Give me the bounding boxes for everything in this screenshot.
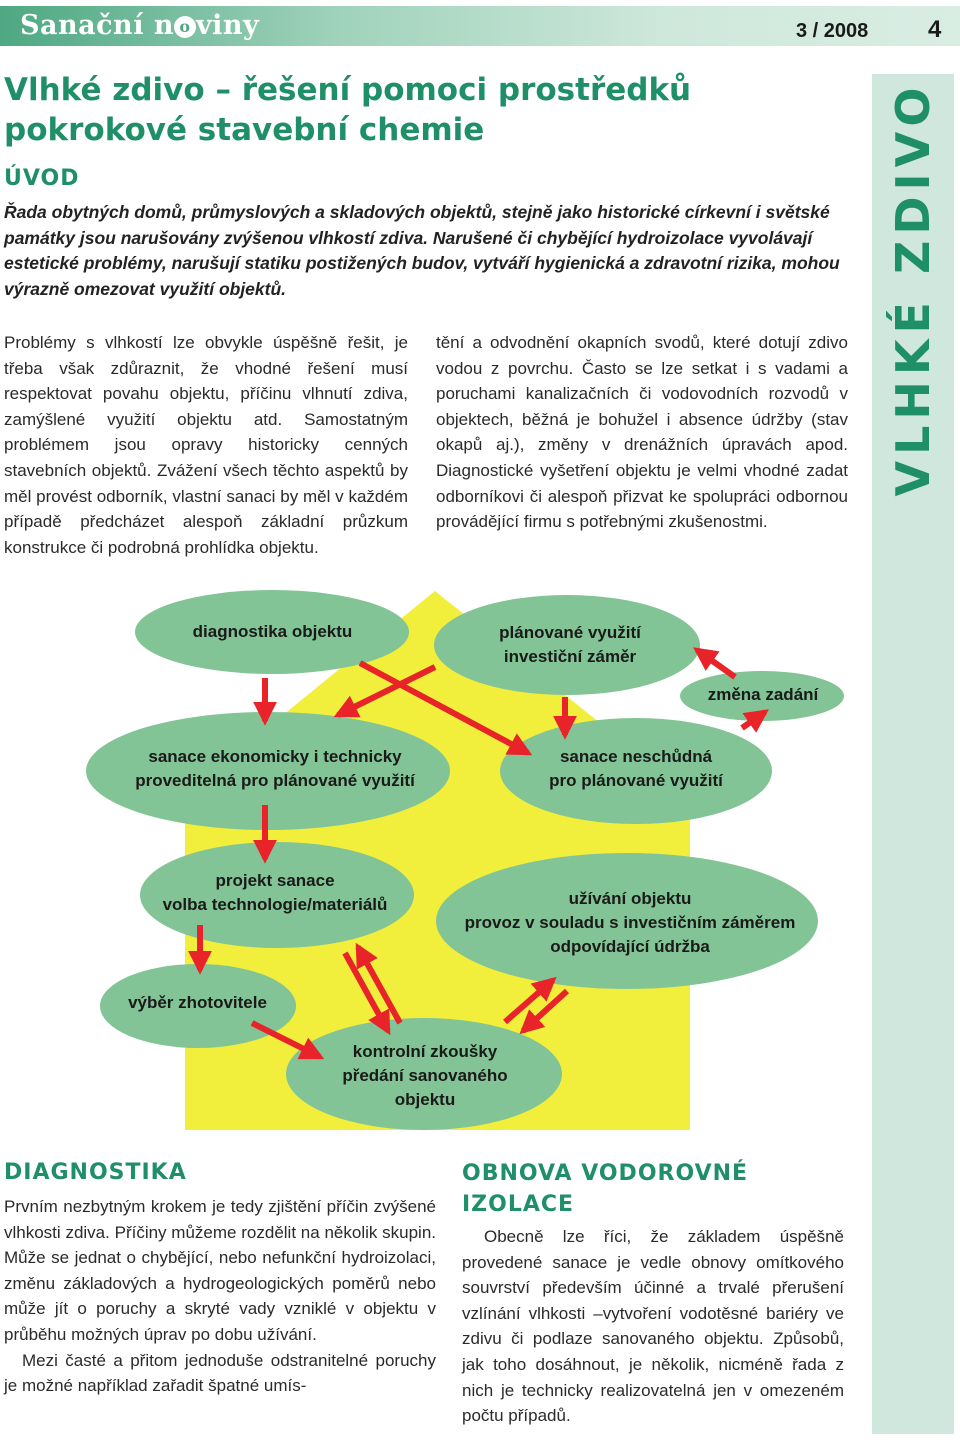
masthead-o-mark: o [174, 16, 196, 38]
flow-diagram [0, 585, 872, 1145]
section-heading-obnova: OBNOVA VODOROVNÉ IZOLACE [462, 1161, 749, 1217]
node-planovane-vyuziti: plánované využití investiční záměr [499, 623, 641, 666]
node-projekt-sanace: projekt sanace volba technologie/materiálů [162, 871, 388, 914]
body-column-1: Problémy s vlhkostí lze obvykle úspěšně řešit, je třeba však zdůraznit, že vhodné řešení musí respektovat povahu objektu, příčinu vlhnutí zdiva, zamýšlené využití objektu atd. Samostatným problémem jsou opravy historicky cenných stavebních objektů. Zvážení všech těchto aspektů by měl provést odborník, vlastní sanaci by měl v každém případě předcházet alespoň základní průzkum konstrukce či podrobná prohlídka objektu. [4, 333, 408, 557]
section-heading-diagnostika: DIAGNOSTIKA [4, 1160, 187, 1185]
side-label: VLHKÉ ZDIVO [886, 81, 940, 497]
diagnostika-paragraph-2: Mezi časté a přitom jednoduše odstranitelné poruchy je možné například zařadit špatné umís- [4, 1350, 436, 1396]
masthead-logo: Sanační n o viny [20, 10, 260, 41]
node-sanace-proveditelna: sanace ekonomicky i technicky proveditelná pro plánované využití [135, 747, 415, 790]
obnova-paragraph: Obecně lze říci, že základem úspěšně provedené sanace je vedle obnovy omítkového souvrství především účinné a trvalé přerušení vzlínání vlhkosti –vytvoření vodotěsné bariéry ve zdivu či podlaze sanovaného objektu. Způsobů, jak toho dosáhnout, je několik, nicméně řada z nich je technicky realizovatelná jen v omezeném počtu případů. [462, 1227, 844, 1426]
node-uzivani-objektu: užívání objektu provoz v souladu s investičním záměrem odpovídající údržba [464, 889, 796, 956]
article-title: Vlhké zdivo – řešení pomoci prostředků pokrokové stavební chemie [4, 72, 692, 148]
node-diagnostika: diagnostika objektu [192, 622, 353, 641]
body-column-2: tění a odvodnění okapních svodů, které dotují zdivo vodou z povrchu. Často se lze setkat i s vadami a poruchami kanalizačních či vodovodních rozvodů v objektech, běžná je bohužel i absence údržby (stav okapů aj.), změny v drenážních úpravách apod. Diagnostické vyšetření objektu je velmi vhodné zadat odborníkovi či alespoň přizvat ke spolupráci odbornou provádějící firmu s potřebnými zkušenostmi. [436, 333, 848, 532]
masthead-bar [0, 6, 960, 46]
node-zmena-zadani: změna zadání [707, 685, 819, 704]
node-sanace-neschudna: sanace neschůdná pro plánované využití [549, 747, 723, 790]
page-number: 4 [928, 16, 942, 43]
diagnostika-text [4, 1194, 436, 1399]
node-vyber-zhotovitele: výběr zhotovitele [128, 993, 267, 1012]
diagnostika-paragraph-1: Prvním nezbytným krokem je tedy zjištění příčin zvýšené vlhkosti zdiva. Příčiny můžeme rozdělit na několik skupin. Může se jednat o chybějící, nebo nefunkční hydroizolaci, změnu základových a hydrogeologických poměrů nebo může jít o poruchy a skryté vady vzniklé v objektu v průběhu možných úprav po dobu užívání. [4, 1197, 436, 1344]
arrow-zmena-to-plan [697, 650, 735, 677]
issue-number: 3 / 2008 [796, 20, 869, 42]
lead-paragraph: Řada obytných domů, průmyslových a skladových objektů, stejně jako historické církevní i světské památky jsou narušovány zvýšenou vlhkostí zdiva. Narušené či chybějící hydroizolace vyvolávají estetické problémy, narušují statiku postižených budov, vytváří hygienická a zdravotní rizika, mohou výrazně omezovat využití objektů. [4, 202, 840, 299]
node-kontrolni-zkousky: kontrolní zkoušky předání sanovaného objektu [342, 1042, 508, 1109]
section-heading-intro: ÚVOD [4, 166, 80, 191]
